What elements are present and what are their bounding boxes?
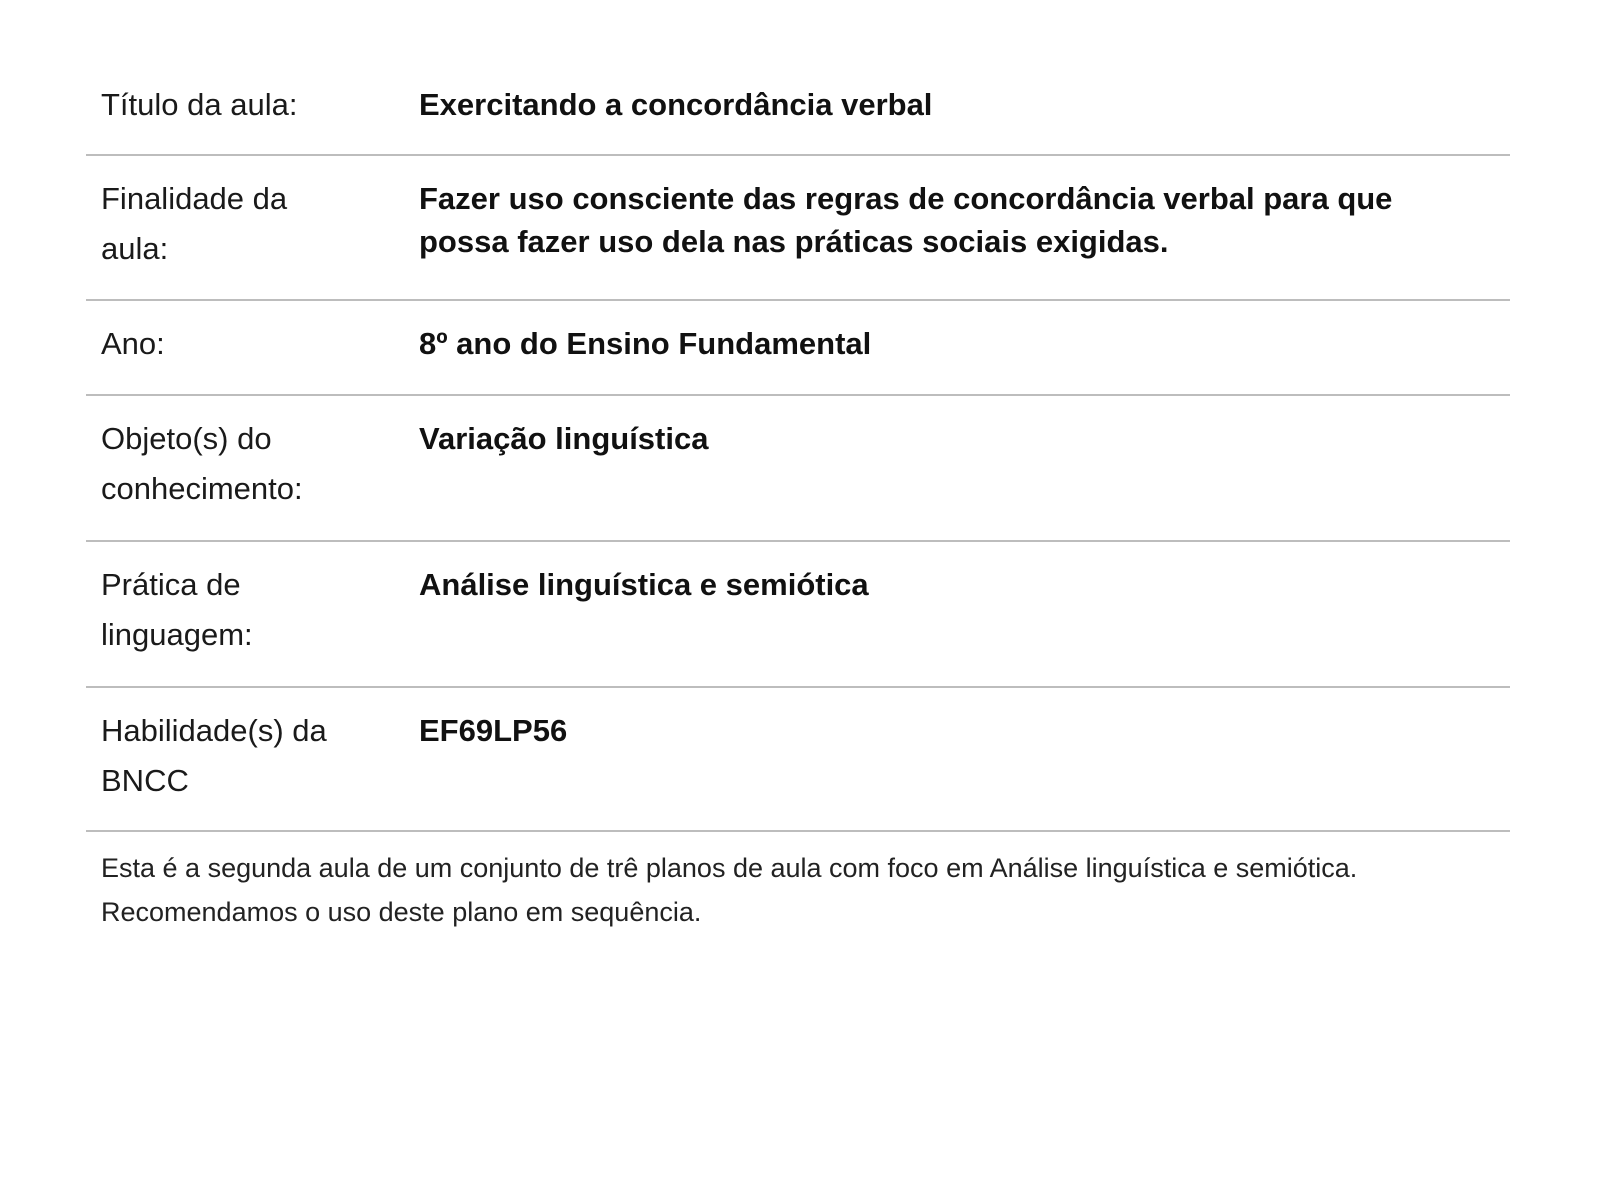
row-value: Exercitando a concordância verbal	[419, 87, 933, 122]
row-objeto	[86, 396, 1510, 542]
lesson-info-table	[86, 62, 1510, 832]
row-value: Variação linguística	[419, 421, 709, 456]
row-label: Ano:	[101, 326, 165, 361]
row-value: EF69LP56	[419, 713, 568, 748]
row-ano	[86, 301, 1510, 396]
row-titulo	[86, 62, 1510, 156]
row-label: Título da aula:	[101, 87, 298, 122]
row-pratica	[86, 542, 1510, 688]
row-label: Prática de linguagem:	[101, 567, 253, 652]
row-label: Habilidade(s) da BNCC	[101, 713, 327, 798]
sequence-note: Esta é a segunda aula de um conjunto de trê planos de aula com foco em Análise linguística e semiótica. Recomendamos o uso deste plano em sequência.	[101, 853, 1358, 927]
row-finalidade	[86, 156, 1510, 301]
row-value: Fazer uso consciente das regras de concordância verbal para que possa fazer uso dela nas práticas sociais exigidas.	[419, 181, 1393, 259]
row-habilidade	[86, 688, 1510, 832]
row-value: Análise linguística e semiótica	[419, 567, 869, 602]
row-value: 8º ano do Ensino Fundamental	[419, 326, 872, 361]
row-label: Finalidade da aula:	[101, 181, 288, 266]
row-label: Objeto(s) do conhecimento:	[101, 421, 303, 506]
